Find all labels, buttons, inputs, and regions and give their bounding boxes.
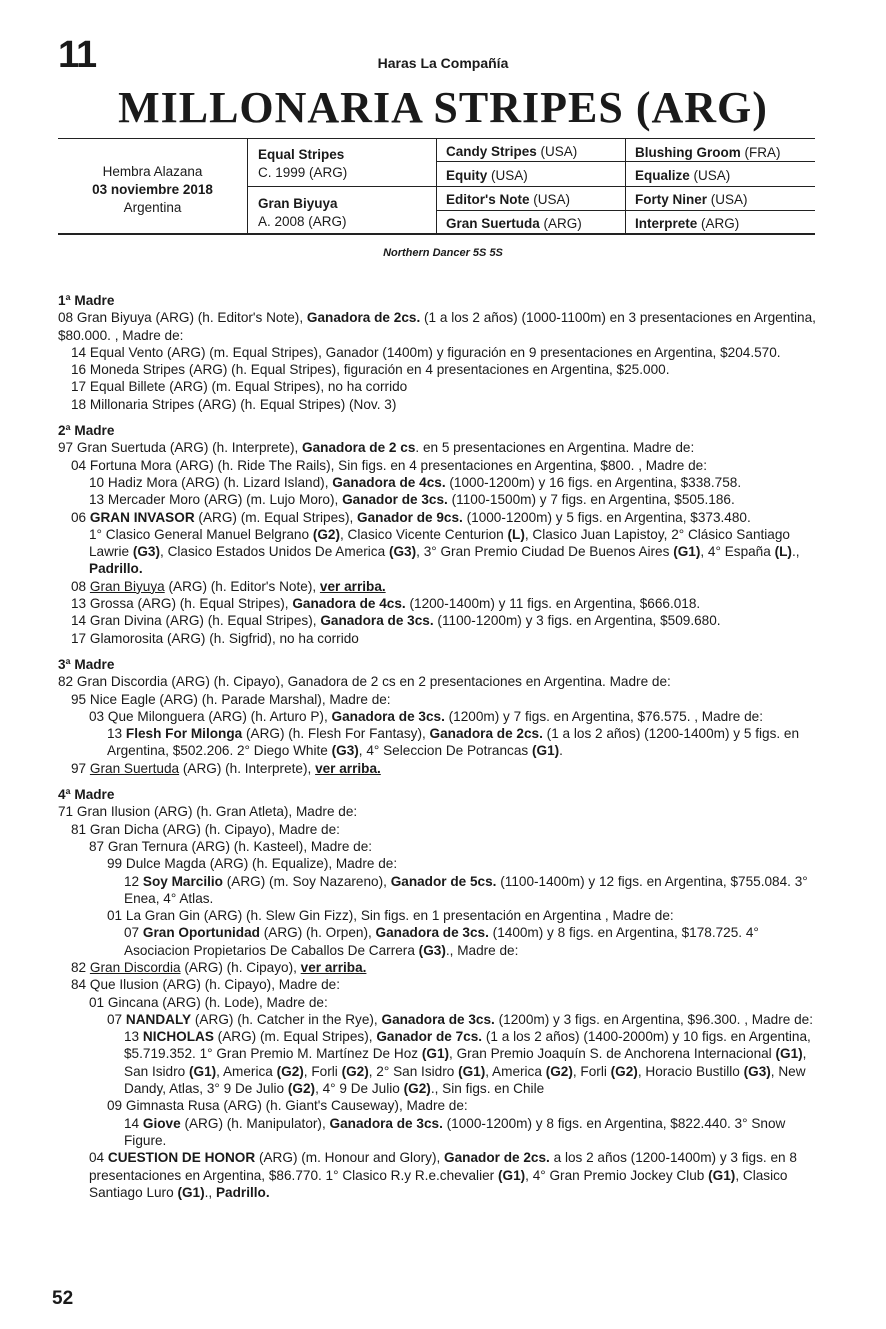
gg-ancestor-4	[635, 216, 739, 231]
pedigree-divider	[436, 210, 815, 211]
family-entry: 87 Gran Ternura (ARG) (h. Kasteel), Madre de:	[89, 838, 373, 854]
family-entry: 14 Gran Divina (ARG) (h. Equal Stripes), Ganadora de 3cs. (1100-1200m) y 3 figs. en Argentina, $509.680.	[71, 613, 721, 629]
dam-sire	[446, 192, 570, 207]
ancestor-name: Editor's Note	[446, 192, 530, 207]
family-entry: 84 Que Ilusion (ARG) (h. Cipayo), Madre de:	[71, 977, 340, 993]
family-entry: 14 Giove (ARG) (h. Manipulator), Ganadora de 3cs. (1000-1200m) y 8 figs. en Argentina, $822.440. 3° Snow Figure.	[124, 1115, 786, 1148]
family-record	[58, 292, 818, 1201]
ancestor-country: (ARG)	[543, 216, 582, 231]
sire-dam	[446, 168, 528, 183]
family-entry: 97 Gran Suertuda (ARG) (h. Interprete), ver arriba.	[71, 760, 381, 776]
family-entry: 10 Hadiz Mora (ARG) (h. Lizard Island), Ganadora de 4cs. (1000-1200m) y 16 figs. en Argentina, $338.758.	[89, 474, 742, 490]
sire-sire	[446, 144, 577, 159]
family-entry: 17 Glamorosita (ARG) (h. Sigfrid), no ha corrido	[71, 630, 359, 646]
family-entry: 71 Gran Ilusion (ARG) (h. Gran Atleta), Madre de:	[58, 804, 358, 820]
sire-info: C. 1999 (ARG)	[258, 165, 348, 180]
family-entry: 01 La Gran Gin (ARG) (h. Slew Gin Fizz), Sin figs. en 1 presentación en Argentina , Madre de:	[107, 908, 674, 924]
family-entry: 1° Clasico General Manuel Belgrano (G2), Clasico Vicente Centurion (L), Clasico Juan Lapistoy, 2° Clásico Santiago Lawrie (G3), Clasico Estados Unidos De America (G3), 3° Gran Premio Ciudad De Buenos Aires (G1), 4° España (L)., Padrillo.	[89, 526, 800, 577]
family-entry: 04 CUESTION DE HONOR (ARG) (m. Honour and Glory), Ganador de 2cs. a los 2 años (1200-1400m) y 3 figs. en 8 presentaciones en Argentina, $86.770. 1° Clasico R.y R.e.chevalier (G1), 4° Gran Premio Jockey Club (G1), Clasico Santiago Luro (G1)., Padrillo.	[89, 1150, 797, 1200]
page-number: 52	[52, 1288, 74, 1309]
family-entry: 09 Gimnasta Rusa (ARG) (h. Giant's Causeway), Madre de:	[107, 1098, 468, 1114]
section-title: 3ª Madre	[58, 656, 115, 672]
ancestor-country: (USA)	[540, 144, 578, 159]
ancestor-country: (USA)	[693, 168, 731, 183]
family-entry: 01 Gincana (ARG) (h. Lode), Madre de:	[89, 994, 328, 1010]
horse-sex-color: Hembra Alazana	[102, 164, 203, 179]
ancestor-country: (USA)	[533, 192, 570, 207]
ancestor-country: (USA)	[710, 192, 748, 207]
ancestor-country: (FRA)	[744, 145, 781, 160]
pedigree-divider	[247, 186, 436, 187]
horse-name-title: MILLONARIA STRIPES (ARG)	[118, 83, 768, 132]
family-entry: 13 Mercader Moro (ARG) (m. Lujo Moro), Ganador de 3cs. (1100-1500m) y 7 figs. en Argentina, $505.186.	[89, 492, 735, 508]
pedigree-divider	[436, 161, 815, 162]
family-entry: 14 Equal Vento (ARG) (m. Equal Stripes), Ganador (1400m) y figuración en 9 presentaciones en Argentina, $204.570.	[71, 344, 781, 360]
family-entry: 04 Fortuna Mora (ARG) (h. Ride The Rails), Sin figs. en 4 presentaciones en Argentina, $800. , Madre de:	[71, 457, 707, 473]
section-title: 4ª Madre	[58, 787, 115, 803]
family-entry: 03 Que Milonguera (ARG) (h. Arturo P), Ganadora de 3cs. (1200m) y 7 figs. en Argentina, $76.575. , Madre de:	[89, 708, 764, 724]
lot-number: 11	[58, 34, 97, 76]
ancestor-name: Equalize	[635, 168, 690, 183]
ancestor-name: Forty Niner	[635, 192, 708, 207]
sire-name: Equal Stripes	[258, 147, 345, 162]
family-entry: 13 Flesh For Milonga (ARG) (h. Flesh For Fantasy), Ganadora de 2cs. (1 a los 2 años) (1200-1400m) y 5 figs. en Argentina, $502.206. 2° Diego White (G3), 4° Seleccion De Potrancas (G1).	[107, 726, 800, 759]
gg-ancestor-3	[635, 192, 748, 207]
gg-ancestor-2	[635, 168, 730, 183]
ancestor-name: Gran Suertuda	[446, 216, 540, 231]
ancestor-name: Interprete	[635, 216, 698, 231]
family-entry: 13 Grossa (ARG) (h. Equal Stripes), Ganadora de 4cs. (1200-1400m) y 11 figs. en Argentina, $666.018.	[71, 596, 701, 612]
section-title: 2ª Madre	[58, 423, 115, 439]
family-entry: 08 Gran Biyuya (ARG) (h. Editor's Note), ver arriba.	[71, 578, 386, 594]
dam-dam	[446, 216, 582, 231]
dam-name: Gran Biyuya	[258, 196, 338, 211]
family-entry: 17 Equal Billete (ARG) (m. Equal Stripes), no ha corrido	[71, 379, 408, 395]
ancestor-name: Equity	[446, 168, 488, 183]
family-entry: 12 Soy Marcilio (ARG) (m. Soy Nazareno), Ganador de 5cs. (1100-1400m) y 12 figs. en Argentina, $755.084. 3° Enea, 4° Atlas.	[124, 873, 808, 906]
gg-ancestor-1	[635, 145, 781, 160]
pedigree-divider	[436, 186, 815, 187]
family-entry: 08 Gran Biyuya (ARG) (h. Editor's Note), Ganadora de 2cs. (1 a los 2 años) (1000-1100m) en 3 presentaciones en Argentina, $80.000. , Madre de:	[58, 310, 816, 343]
horse-country: Argentina	[123, 200, 182, 215]
consignor-name: Haras La Compañía	[377, 55, 509, 71]
family-entry: 97 Gran Suertuda (ARG) (h. Interprete), Ganadora de 2 cs. en 5 presentaciones en Argentina. Madre de:	[58, 440, 695, 456]
ancestor-name: Blushing Groom	[635, 145, 741, 160]
family-entry: 82 Gran Discordia (ARG) (h. Cipayo), Ganadora de 2 cs en 2 presentaciones en Argentina. Madre de:	[58, 674, 671, 690]
ancestor-name: Candy Stripes	[446, 144, 537, 159]
family-entry: 18 Millonaria Stripes (ARG) (h. Equal Stripes) (Nov. 3)	[71, 396, 397, 412]
dam-info: A. 2008 (ARG)	[258, 214, 347, 229]
family-entry: 13 NICHOLAS (ARG) (m. Equal Stripes), Ganador de 7cs. (1 a los 2 años) (1400-2000m) y 10 figs. en Argentina, $5.719.352. 1° Gran Premio M. Martínez De Hoz (G1), Gran Premio Joaquín S. de Anchorena Internacional (G1), San Isidro (G1), America (G2), Forli (G2), 2° San Isidro (G1), America (G2), Forli (G2), Horacio Bustillo (G3), New Dandy, Atlas, 3° 9 De Julio (G2), 4° 9 De Julio (G2)., Sin figs. en Chile	[124, 1029, 811, 1097]
family-entry: 06 GRAN INVASOR (ARG) (m. Equal Stripes), Ganador de 9cs. (1000-1200m) y 5 figs. en Argentina, $373.480.	[71, 509, 751, 525]
family-entry: 82 Gran Discordia (ARG) (h. Cipayo), ver arriba.	[71, 959, 367, 975]
family-entry: 16 Moneda Stripes (ARG) (h. Equal Stripes), figuración en 4 presentaciones en Argentina, $25.000.	[71, 362, 670, 378]
section-title: 1ª Madre	[58, 293, 115, 308]
family-entry: 07 Gran Oportunidad (ARG) (h. Orpen), Ganadora de 3cs. (1400m) y 8 figs. en Argentina, $178.725. 4° Asociacion Propietarios De Caballos De Carrera (G3)., Madre de:	[124, 925, 759, 958]
ancestor-country: (USA)	[491, 168, 528, 183]
family-entry: 95 Nice Eagle (ARG) (h. Parade Marshal), Madre de:	[71, 691, 391, 707]
family-entry: 07 NANDALY (ARG) (h. Catcher in the Rye), Ganadora de 3cs. (1200m) y 3 figs. en Argentina, $96.300. , Madre de:	[107, 1011, 813, 1027]
horse-birth-date: 03 noviembre 2018	[92, 182, 213, 197]
family-entry: 81 Gran Dicha (ARG) (h. Cipayo), Madre de:	[71, 821, 340, 837]
family-entry: 99 Dulce Magda (ARG) (h. Equalize), Madre de:	[107, 856, 398, 872]
dosage-profile: Northern Dancer 5S 5S	[383, 247, 503, 259]
ancestor-country: (ARG)	[701, 216, 740, 231]
